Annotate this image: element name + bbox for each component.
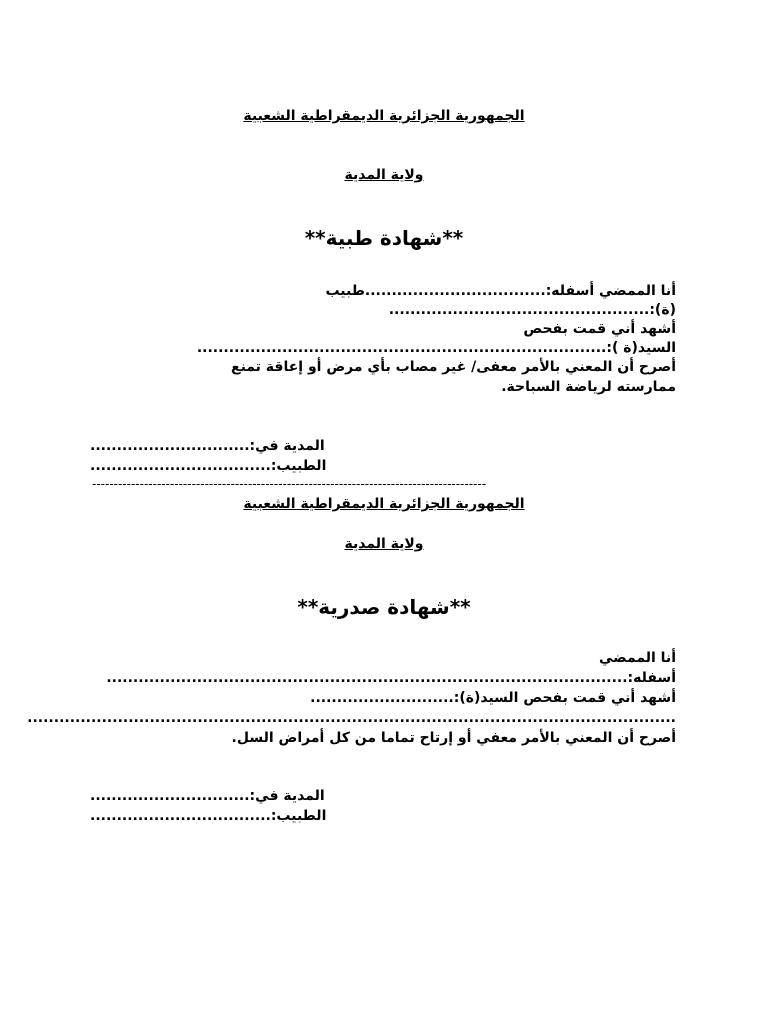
cert1-line-signatory: أنا الممضي أسفله:..................................طبيب bbox=[325, 283, 676, 299]
cert1-republic-header: الجمهورية الجزائرية الديمقراطية الشعبية bbox=[243, 108, 525, 124]
cert1-place-date: المدية في:.............................. bbox=[90, 438, 325, 454]
cert1-line-examined: أشهد أني قمت بفحص bbox=[523, 321, 676, 337]
cert2-line-examined: أشهد أني قمت بفحص السيد(ة):........................... bbox=[310, 690, 676, 706]
cert2-place-date: المدية في:.............................. bbox=[90, 788, 325, 804]
cert2-title: **شهادة صدرية** bbox=[297, 595, 471, 619]
cert2-republic-header: الجمهورية الجزائرية الديمقراطية الشعبية bbox=[243, 496, 525, 512]
cert1-wilaya-header: ولاية المدية bbox=[344, 167, 424, 183]
cert1-title: **شهادة طبية** bbox=[304, 226, 464, 250]
cert2-line-declaration: أصرح أن المعني بالأمر معفي أو إرتاح تماما من كل أمراض السل. bbox=[231, 730, 676, 746]
cert1-line-declaration: أصرح أن المعني بالأمر معفى/ غير مصاب بأي مرض أو إعاقة تمنع bbox=[231, 359, 676, 375]
cert2-line-dots: .......................................................................................................................... bbox=[27, 710, 676, 726]
cert2-wilaya-header: ولاية المدية bbox=[344, 536, 424, 552]
cert1-line-patient: السيد(ة ):............................................................................. bbox=[196, 340, 676, 356]
cert1-line-doctor-suffix: (ة):................................................. bbox=[388, 302, 676, 318]
cert2-line-signatory: أنا الممضي bbox=[599, 650, 676, 666]
cert2-doctor-signature: الطبيب:.................................. bbox=[90, 808, 327, 824]
cert1-line-declaration-end: ممارسته لرياضة السباحة. bbox=[501, 379, 676, 395]
cut-separator-line: ------------------------------------------------------------------------------------------- bbox=[92, 477, 487, 491]
cert1-doctor-signature: الطبيب:.................................. bbox=[90, 458, 327, 474]
cert2-line-below: أسفله:.................................................................................................. bbox=[106, 670, 676, 686]
